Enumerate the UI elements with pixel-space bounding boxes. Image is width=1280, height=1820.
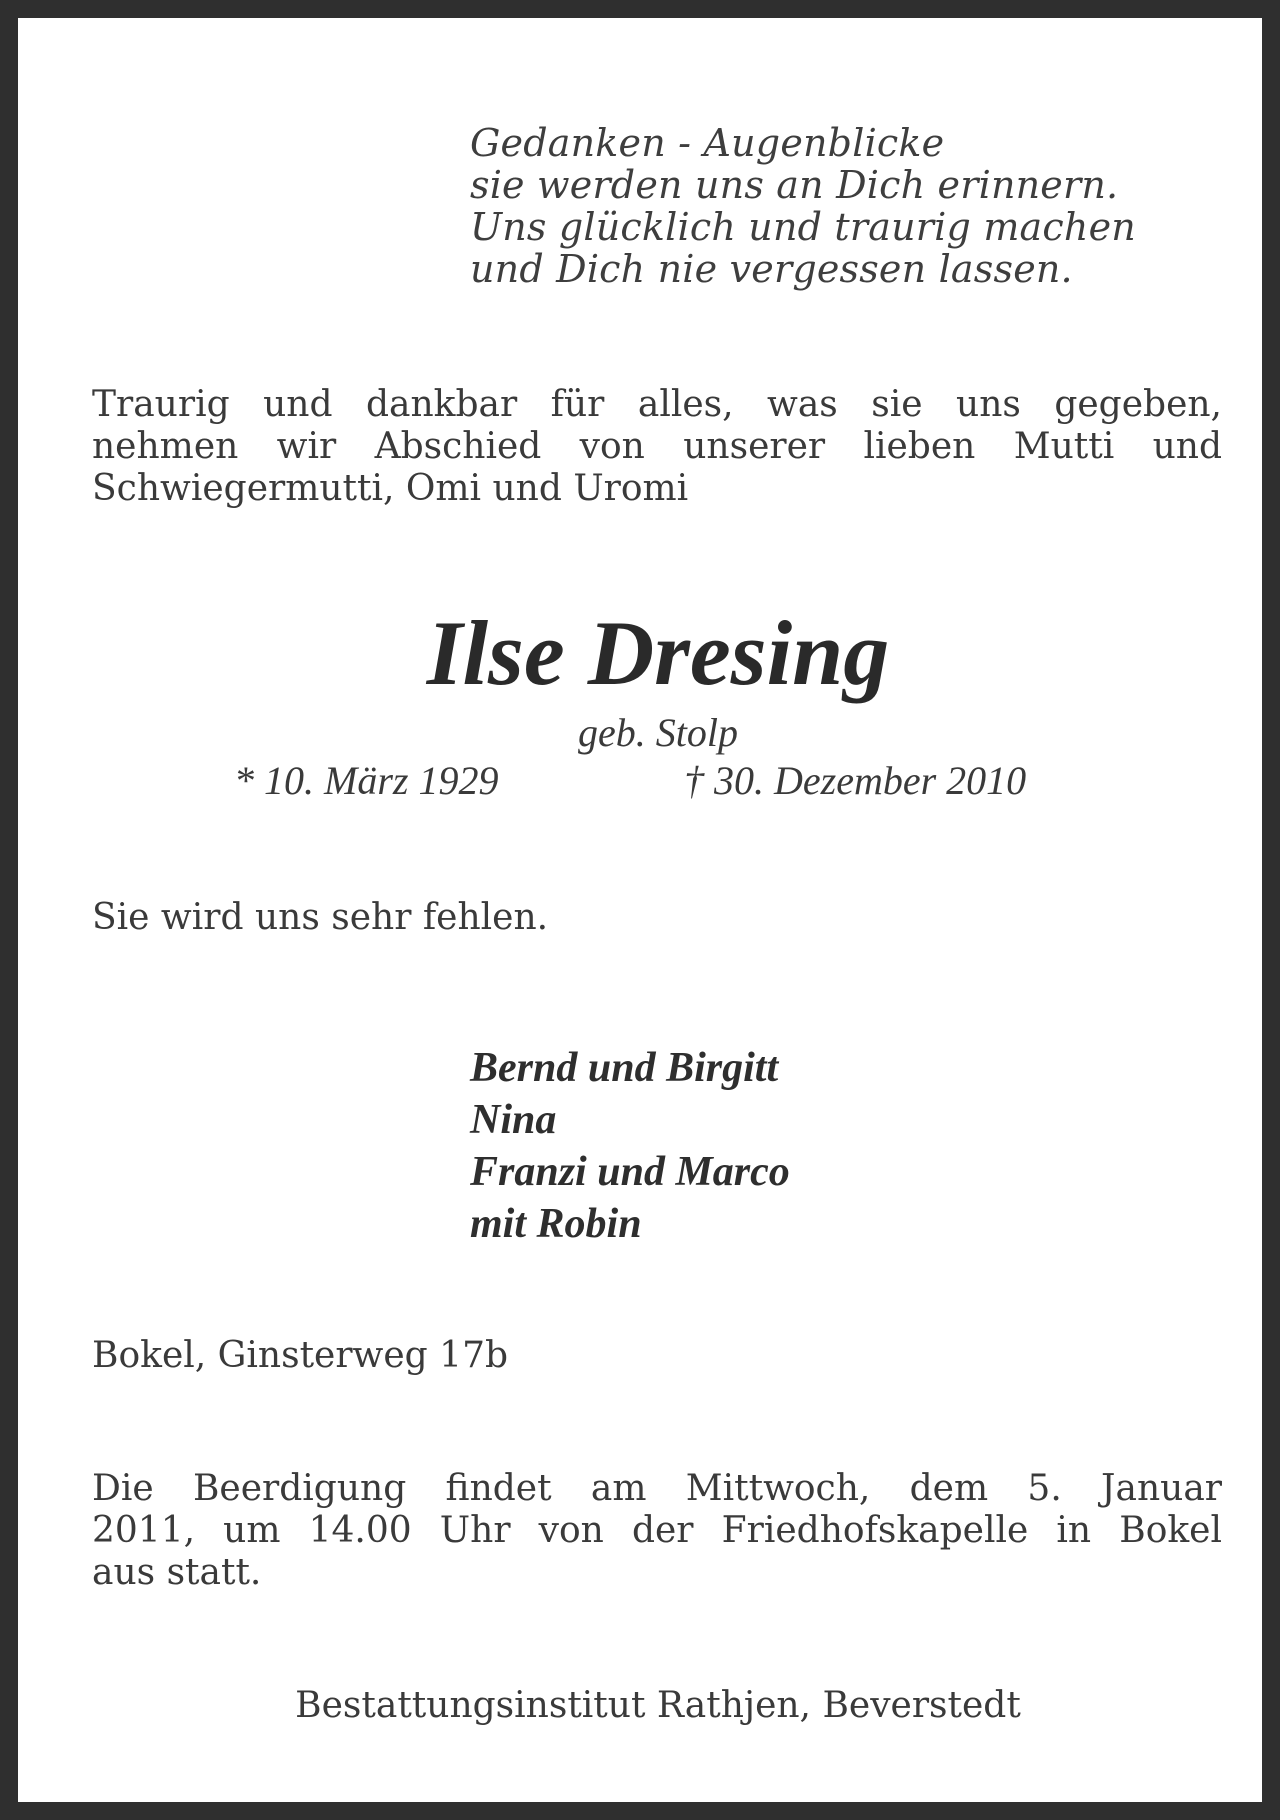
funeral-line: aus statt. — [92, 1552, 262, 1593]
funeral-line: 2011, um 14.00 Uhr von der Friedhofskapelle in Bokel — [92, 1510, 1222, 1551]
poem — [470, 122, 1136, 290]
family-line: Franzi und Marco — [470, 1149, 790, 1195]
deceased-name: Ilse Dresing — [426, 602, 890, 704]
poem-line: Uns glücklich und traurig machen — [470, 205, 1136, 249]
family-signatures — [470, 1042, 790, 1250]
undertaker: Bestattungsinstitut Rathjen, Beverstedt — [295, 1685, 1021, 1726]
intro-line: Schwiegermutti, Omi und Uromi — [92, 468, 689, 509]
poem-line: sie werden uns an Dich erinnern. — [470, 163, 1119, 207]
born-name: geb. Stolp — [578, 710, 738, 755]
poem-line: Gedanken - Augenblicke — [470, 121, 945, 165]
birth-date: * 10. März 1929 — [234, 758, 499, 803]
family-line: mit Robin — [470, 1201, 642, 1247]
address: Bokel, Ginsterweg 17b — [92, 1335, 509, 1376]
death-date: † 30. Dezember 2010 — [684, 758, 1027, 803]
funeral-line: Die Beerdigung findet am Mittwoch, dem 5. Januar — [92, 1468, 1222, 1509]
intro-line: Traurig und dankbar für alles, was sie uns gegeben, — [92, 384, 1222, 425]
intro-paragraph — [92, 384, 1222, 510]
family-line: Nina — [470, 1097, 557, 1143]
closing-sentence: Sie wird uns sehr fehlen. — [92, 897, 549, 938]
funeral-paragraph — [92, 1468, 1222, 1594]
poem-line: und Dich nie vergessen lassen. — [470, 247, 1073, 291]
intro-line: nehmen wir Abschied von unserer lieben Mutti und — [92, 426, 1222, 467]
family-line: Bernd und Birgitt — [470, 1045, 779, 1091]
